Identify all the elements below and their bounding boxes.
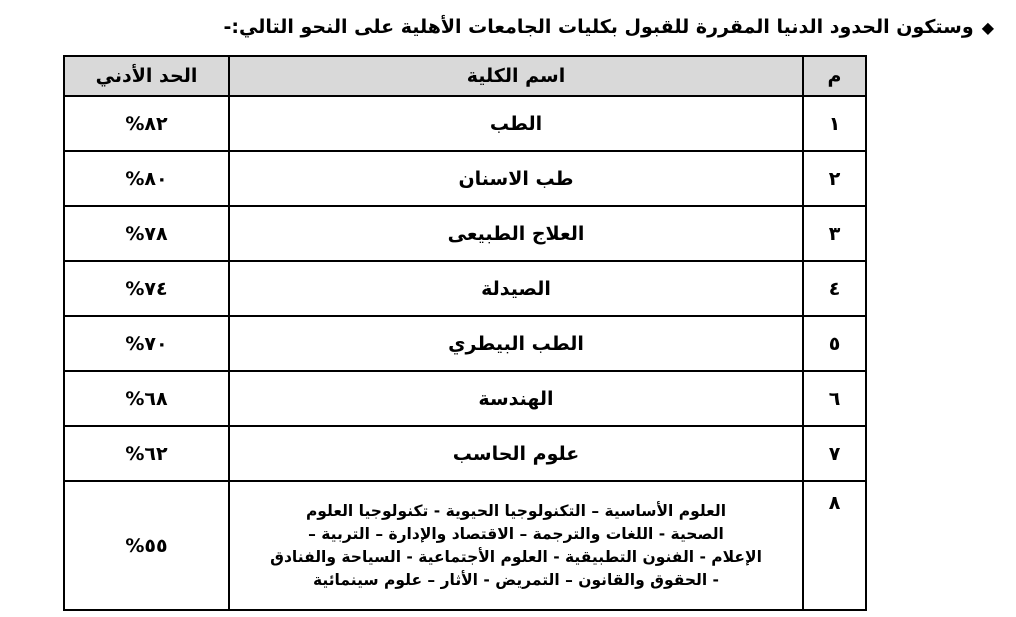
minimum-percent: %٧٤ [64,261,229,316]
minimum-percent: %٨٠ [64,151,229,206]
header-faculty-name: اسم الكلية [229,56,803,96]
table-row [64,96,866,151]
row-number: ١ [803,96,866,151]
row-number: ٦ [803,371,866,426]
intro-line [224,12,995,43]
table-row [64,206,866,261]
minimum-percent: %٥٥ [64,481,229,610]
faculty-list-line: الصحية - اللغات والترجمة – الاقتصاد والإدارة – التربية – [308,524,724,543]
diamond-bullet-icon: ◆ [981,18,994,37]
minimum-percent: %٨٢ [64,96,229,151]
table-row [64,371,866,426]
minimum-percent: %٧٠ [64,316,229,371]
faculty-list [229,481,803,610]
faculty-list-line: الإعلام - الفنون التطبيقية - العلوم الأجتماعية - السياحة والفنادق [270,547,762,566]
table-header-row [64,56,866,96]
admission-table [63,55,867,611]
faculty-name: طب الاسنان [229,151,803,206]
faculty-name: الطب البيطري [229,316,803,371]
faculty-name: علوم الحاسب [229,426,803,481]
row-number: ٨ [803,481,866,610]
header-minimum: الحد الأدني [64,56,229,96]
faculty-list-line: - الحقوق والقانون – التمريض - الأثار – علوم سينمائية [312,570,719,589]
table-row [64,316,866,371]
faculty-name: الطب [229,96,803,151]
row-number: ٢ [803,151,866,206]
table-row [64,426,866,481]
minimum-percent: %٦٨ [64,371,229,426]
minimum-percent: %٧٨ [64,206,229,261]
row-number: ٧ [803,426,866,481]
table-row [64,151,866,206]
minimum-percent: %٦٢ [64,426,229,481]
row-number: ٥ [803,316,866,371]
faculty-name: الهندسة [229,371,803,426]
table-row-other-faculties [64,481,866,610]
header-number: م [803,56,866,96]
faculty-list-line: العلوم الأساسية – التكنولوجيا الحيوية - تكنولوجيا العلوم [305,501,727,520]
row-number: ٤ [803,261,866,316]
intro-text: وستكون الحدود الدنيا المقررة للقبول بكليات الجامعات الأهلية على النحو التالي:- [223,16,974,38]
row-number: ٣ [803,206,866,261]
faculty-name: الصيدلة [229,261,803,316]
faculty-name: العلاج الطبيعى [229,206,803,261]
table-row [64,261,866,316]
